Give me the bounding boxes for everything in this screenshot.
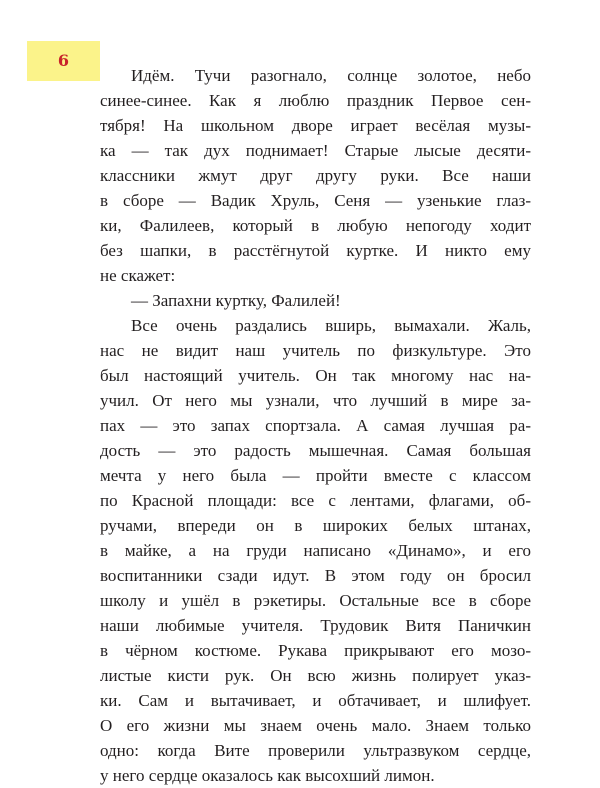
text-line: в чёрном костюме. Рукава прикрывают его мозо- — [100, 641, 531, 660]
body-text — [100, 63, 531, 788]
text-line: ручами, впереди он в широких белых штанах, — [100, 516, 531, 535]
text-line: в майке, а на груди написано «Динамо», и его — [100, 541, 531, 560]
text-line: тября! На школьном дворе играет весёлая музы- — [100, 116, 531, 135]
text-line: наши любимые учителя. Трудовик Витя Паничкин — [100, 616, 531, 635]
text-line: ки. Сам и вытачивает, и обтачивает, и шлифует. — [100, 691, 531, 710]
text-line: листые кисти рук. Он всю жизнь полирует указ- — [100, 666, 531, 685]
text-line: воспитанники сзади идут. В этом году он бросил — [100, 566, 531, 585]
text-line: Все очень раздались вширь, вымахали. Жаль, — [131, 316, 531, 335]
text-line: ка — так дух поднимает! Старые лысые десяти- — [100, 141, 531, 160]
text-line: в сборе — Вадик Хруль, Сеня — узенькие глаз- — [100, 191, 531, 210]
text-line: был настоящий учитель. Он так многому нас на- — [100, 366, 531, 385]
text-line: О его жизни мы знаем очень мало. Знаем только — [100, 716, 531, 735]
text-line: пах — это запах спортзала. А самая лучшая ра- — [100, 416, 531, 435]
text-line: классники жмут друг другу руки. Все наши — [100, 166, 531, 185]
text-line: учил. От него мы узнали, что лучший в мире за- — [100, 391, 531, 410]
text-line: синее-синее. Как я люблю праздник Первое сен- — [100, 91, 531, 110]
text-line: у него сердце оказалось как высохший лимон. — [100, 766, 435, 785]
text-line: Идём. Тучи разогнало, солнце золотое, небо — [131, 66, 531, 85]
text-line: по Красной площади: все с лентами, флагами, об- — [100, 491, 531, 510]
text-line: мечта у него была — пройти вместе с классом — [100, 466, 531, 485]
text-line: одно: когда Вите проверили ультразвуком сердце, — [100, 741, 531, 760]
text-line: не скажет: — [100, 266, 176, 285]
text-line: нас не видит наш учитель по физкультуре. Это — [100, 341, 531, 360]
text-line: школу и ушёл в рэкетиры. Остальные все в сборе — [100, 591, 531, 610]
dialogue-line: — Запахни куртку, Фалилей! — [131, 291, 341, 310]
text-line: без шапки, в расстёгнутой куртке. И никто ему — [100, 241, 531, 260]
text-line: дость — это радость мышечная. Самая большая — [100, 441, 531, 460]
text-line: ки, Фалилеев, который в любую непогоду ходит — [100, 216, 531, 235]
page-number: 6 — [57, 51, 70, 70]
page-number-badge — [27, 41, 100, 81]
